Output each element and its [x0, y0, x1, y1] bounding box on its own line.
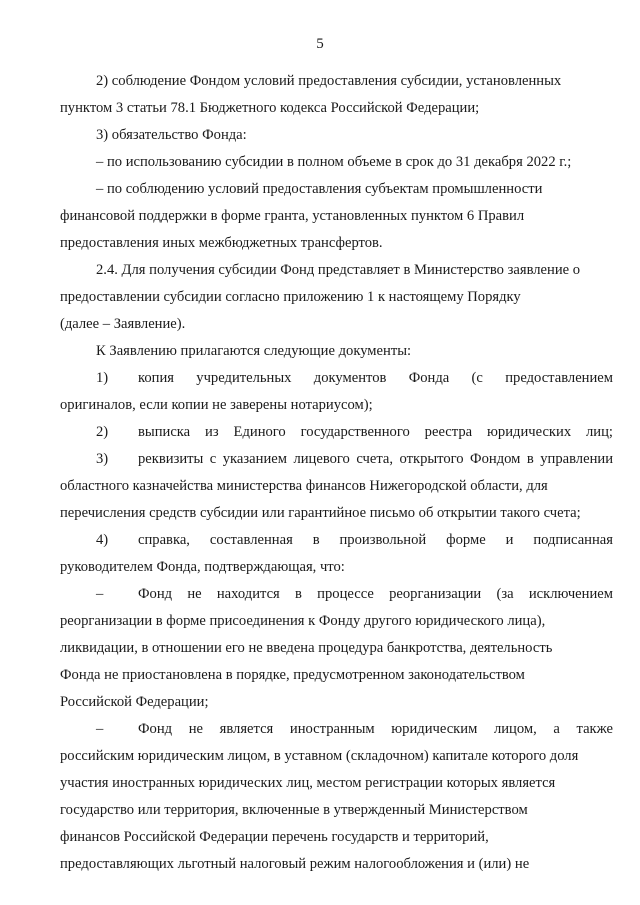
dash-item-line: государство или территория, включенные в утвержденный Министерством	[60, 802, 528, 818]
paragraph-line: (далее – Заявление).	[60, 316, 186, 332]
paragraph-line: – по соблюдению условий предоставления субъектам промышленности	[96, 181, 543, 197]
dash-item-line: ликвидации, в отношении его не введена процедура банкротства, деятельность	[60, 640, 553, 656]
list-item-line: оригиналов, если копии не заверены нотариусом);	[60, 397, 373, 413]
list-item-number: 1)	[96, 370, 109, 386]
page-number: 5	[316, 36, 324, 52]
dash-item-line: участия иностранных юридических лиц, местом регистрации которых является	[60, 775, 556, 791]
paragraph-line: предоставлении субсидии согласно приложению 1 к настоящему Порядку	[60, 289, 521, 305]
dash-item-line: Российской Федерации;	[60, 694, 209, 710]
list-item-line: перечисления средств субсидии или гарантийное письмо об открытии такого счета;	[60, 505, 581, 521]
dash-item-line: российским юридическим лицом, в уставном (складочном) капитале которого доля	[60, 748, 579, 764]
dash-marker: –	[96, 721, 104, 737]
dash-item-line: финансов Российской Федерации перечень государств и территорий,	[60, 829, 489, 845]
paragraph-line: пунктом 3 статьи 78.1 Бюджетного кодекса Российской Федерации;	[60, 100, 480, 116]
paragraph-line: 2) соблюдение Фондом условий предоставления субсидии, установленных	[96, 73, 562, 89]
paragraph-line: 2.4. Для получения субсидии Фонд представляет в Министерство заявление о	[96, 262, 581, 278]
list-item-line: руководителем Фонда, подтверждающая, что:	[60, 559, 345, 575]
paragraph-line: – по использованию субсидии в полном объеме в срок до 31 декабря 2022 г.;	[96, 154, 572, 170]
dash-item-line: Фонд не находится в процессе реорганизации (за исключением	[138, 586, 613, 602]
paragraph-line: предоставления иных межбюджетных трансфертов.	[60, 235, 383, 251]
list-item-line	[138, 369, 613, 387]
dash-marker: –	[96, 586, 104, 602]
paragraph-line: финансовой поддержки в форме гранта, установленных пунктом 6 Правил	[60, 208, 525, 224]
dash-item-line: Фонда не приостановлена в порядке, предусмотренном законодательством	[60, 667, 525, 683]
paragraph-line: К Заявлению прилагаются следующие документы:	[96, 343, 412, 359]
dash-item-line: предоставляющих льготный налоговый режим налогообложения и (или) не	[60, 856, 530, 872]
list-item-number: 3)	[96, 451, 109, 467]
paragraph-line: 3) обязательство Фонда:	[96, 127, 247, 143]
list-item-number: 4)	[96, 532, 109, 548]
list-item-text: копия учредительных документов Фонда (с предоставлением	[138, 370, 613, 386]
list-item-line: реквизиты с указанием лицевого счета, открытого Фондом в управлении	[138, 451, 613, 467]
list-item-line: выписка из Единого государственного реестра юридических лиц;	[138, 424, 613, 440]
list-item-line: справка, составленная в произвольной форме и подписанная	[138, 532, 613, 548]
dash-item-line: Фонд не является иностранным юридическим лицом, а также	[138, 721, 613, 737]
list-item-line: областного казначейства министерства финансов Нижегородской области, для	[60, 478, 548, 494]
list-item-number: 2)	[96, 424, 109, 440]
dash-item-line: реорганизации в форме присоединения к Фонду другого юридического лица),	[60, 613, 546, 629]
